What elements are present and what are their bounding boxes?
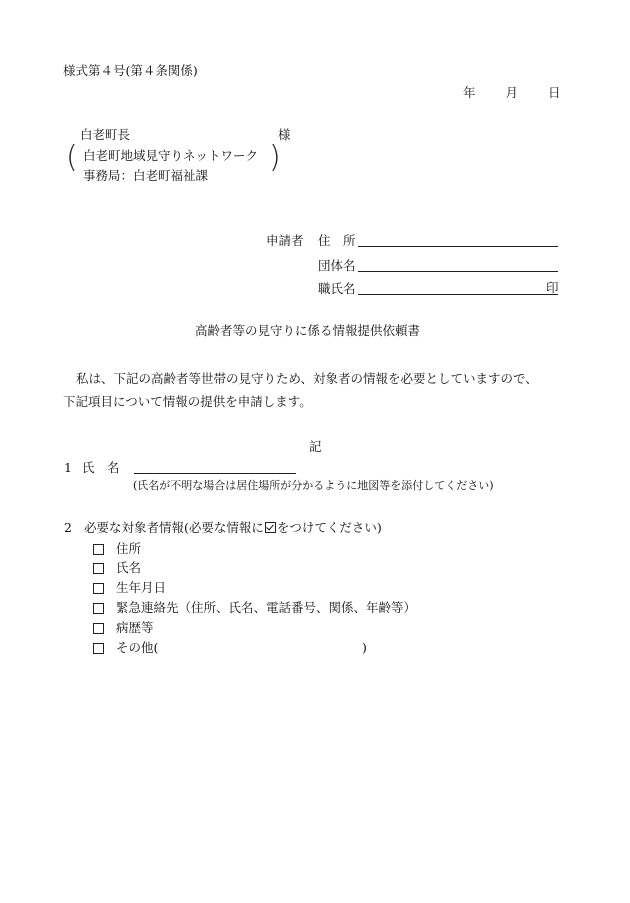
body-line1: 私は、下記の高齢者等世帯の見守りため、対象者の情報を必要としていますので、 [76, 371, 538, 386]
option-medical-history: 病歴等 [116, 620, 154, 635]
address-field[interactable] [358, 232, 558, 247]
addressee-line1: 白老町地域見守りネットワーク [83, 148, 259, 163]
left-paren: ( [66, 140, 78, 175]
addressee-name: 白老町長 [80, 127, 131, 142]
item1-name-field[interactable] [134, 459, 296, 474]
option-emergency-contact: 緊急連絡先（住所、氏名、電話番号、関係、年齢等） [116, 600, 417, 615]
group-label: 団体名 [318, 258, 356, 273]
option-name: 氏名 [116, 560, 142, 575]
seal-mark: 印 [546, 280, 559, 295]
item1-label: 氏 名 [82, 460, 120, 475]
form-number: 様式第４号(第４条関係) [63, 63, 198, 78]
group-field[interactable] [358, 257, 558, 272]
title-name-field[interactable] [358, 280, 558, 295]
checkbox-medical-history[interactable] [93, 623, 104, 634]
checkbox-birthdate[interactable] [93, 583, 104, 594]
right-paren: ) [269, 140, 281, 175]
checkbox-name[interactable] [93, 563, 104, 574]
item2-heading-before: 必要な対象者情報(必要な情報に [84, 520, 264, 535]
item1-note: (氏名が不明な場合は居住場所が分かるように地図等を添付してください) [133, 479, 494, 492]
body-line2: 下記項目について情報の提供を申請します。 [63, 394, 312, 409]
ki-heading: 記 [309, 439, 322, 454]
option-address: 住所 [116, 541, 142, 556]
date-day: 日 [548, 85, 561, 100]
checkbox-address[interactable] [93, 544, 104, 555]
item1-number: 1 [64, 460, 72, 475]
checked-box-icon [265, 522, 276, 533]
date-line [463, 85, 561, 100]
item2-heading-after: をつけてください) [276, 520, 382, 535]
date-year: 年 [463, 85, 476, 100]
document-title: 高齢者等の見守りに係る情報提供依頼書 [195, 323, 421, 338]
date-month: 月 [505, 85, 519, 100]
item2-number: 2 [64, 520, 72, 535]
address-label: 住 所 [318, 233, 356, 248]
applicant-label: 申請者 [266, 233, 304, 248]
addressee-line2: 事務局：白老町福祉課 [83, 168, 209, 183]
option-birthdate: 生年月日 [116, 580, 167, 595]
option-other-close: ) [362, 640, 367, 655]
item2-heading [84, 520, 382, 535]
checkbox-other[interactable] [93, 643, 104, 654]
addressee-honorific: 様 [278, 127, 291, 142]
option-other: その他( [116, 640, 159, 655]
title-name-label: 職氏名 [318, 281, 356, 296]
checkbox-emergency-contact[interactable] [93, 603, 104, 614]
